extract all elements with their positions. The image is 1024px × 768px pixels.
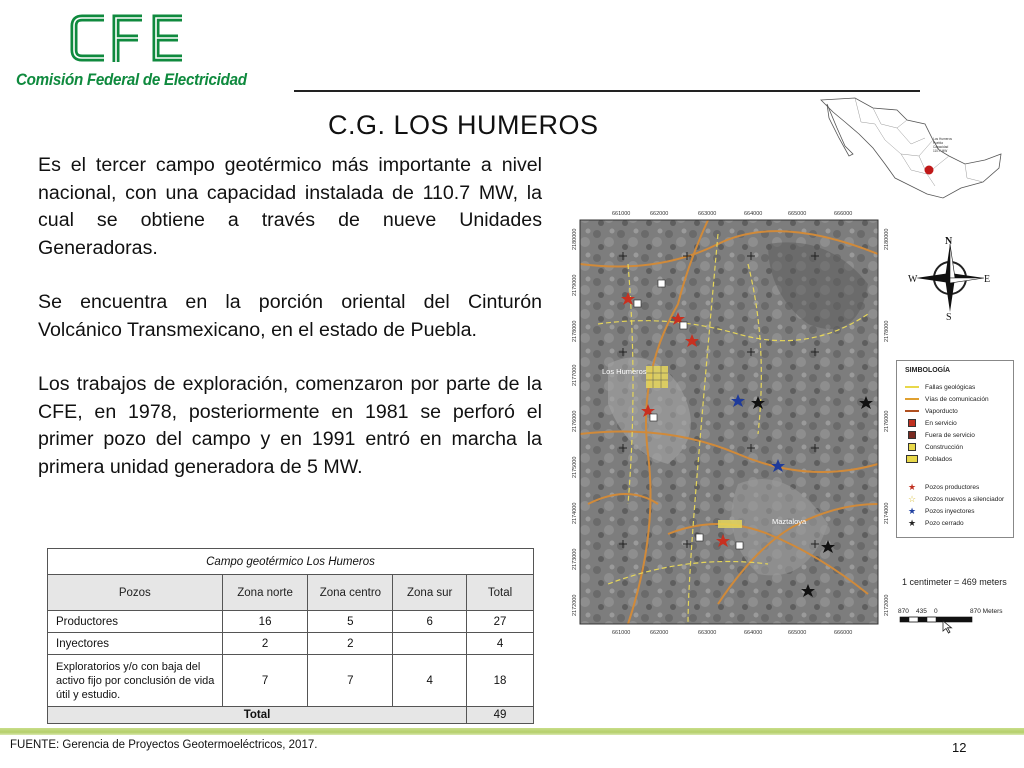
map-label-los-humeros: Los Humeros [602, 367, 647, 376]
map-y-tick: 2174000 [572, 502, 578, 524]
paragraph-capacity: Es el tercer campo geotérmico más importante a nivel nacional, con una capacidad instalada de 110.7 MW, la cual se obtiene a través de nueve Unidades Generadoras. [38, 154, 542, 259]
cell-value: 4 [467, 633, 534, 655]
map-x-tick: 665000 [788, 630, 807, 636]
scale-label: 435 [916, 608, 927, 615]
cell-value: 27 [467, 611, 534, 633]
closed-well-star-icon: ★ [907, 518, 917, 528]
map-x-tick: 664000 [744, 630, 763, 636]
legend-item: Construcción [905, 443, 963, 451]
cell-value: 4 [393, 655, 467, 707]
map-y-tick: 2178000 [572, 320, 578, 342]
cfe-logo-name: Comisión Federal de Electricidad [16, 71, 247, 89]
row-label: Inyectores [48, 633, 223, 655]
map-y-tick: 2180000 [884, 228, 890, 250]
title-rule [294, 90, 920, 92]
compass-north: N [945, 236, 953, 247]
map-y-tick: 2173000 [572, 548, 578, 570]
injector-well-star-icon: ★ [907, 506, 917, 516]
town-icon [906, 455, 918, 463]
legend-item: ☆ Pozos nuevos a silenciador [905, 495, 1004, 503]
compass-south: S [946, 312, 952, 320]
unit-construction-icon [908, 443, 916, 451]
svg-text:110.7 MW: 110.7 MW [933, 149, 948, 153]
cell-value: 16 [222, 611, 308, 633]
map-x-tick: 664000 [744, 211, 763, 217]
map-y-tick: 2174000 [884, 502, 890, 524]
map-legend [896, 360, 1014, 538]
map-x-tick: 666000 [834, 630, 853, 636]
unit-out-of-service-icon [908, 431, 916, 439]
legend-item: En servicio [905, 419, 957, 427]
cfe-logo-mark-icon [68, 6, 190, 70]
paragraph-history: Los trabajos de exploración, comenzaron por parte de la CFE, en 1978, posteriormente en 1981 se perforó el primer pozo del campo y en 1991 entró en marcha la primera unidad generadora de 5 MW. [38, 373, 542, 478]
legend-item: Fuera de servicio [905, 431, 975, 439]
header-pozos: Pozos [48, 575, 223, 611]
page-title: C.G. LOS HUMEROS [328, 110, 599, 140]
header-zona-norte: Zona norte [222, 575, 308, 611]
svg-text:Capacidad: Capacidad [933, 145, 949, 149]
cell-value: 7 [222, 655, 308, 707]
legend-item: ★ Pozo cerrado [905, 519, 964, 527]
map-y-tick: 2176000 [884, 410, 890, 432]
map-x-tick: 663000 [698, 630, 717, 636]
map-y-tick: 2172000 [884, 594, 890, 616]
table-row [48, 633, 534, 655]
total-value: 49 [467, 707, 534, 724]
legend-item: ★ Pozos inyectores [905, 507, 975, 515]
table-header-row [48, 575, 534, 611]
wells-table [47, 548, 534, 724]
map-x-tick: 661000 [612, 211, 631, 217]
compass-east: E [984, 274, 991, 285]
steam-pipe-line-icon [905, 410, 919, 412]
header-total: Total [467, 575, 534, 611]
legend-item: Fallas geológicas [905, 383, 975, 391]
map-y-tick: 2176000 [572, 410, 578, 432]
row-label: Productores [48, 611, 223, 633]
cfe-logo [0, 0, 255, 98]
footer-source: FUENTE: Gerencia de Proyectos Geotermoeléctricos, 2017. [10, 739, 318, 751]
mexico-location-map-icon [815, 94, 1007, 204]
cell-value: 2 [222, 633, 308, 655]
compass-rose-icon [908, 236, 992, 320]
cell-value [393, 633, 467, 655]
legend-item: ★ Pozos productores [905, 483, 979, 491]
scale-label: 870 Meters [970, 608, 1003, 615]
producer-well-star-icon: ★ [907, 482, 917, 492]
legend-item: Vaporducto [905, 407, 958, 415]
paragraph-location: Se encuentra en la porción oriental del Cinturón Volcánico Transmexicano, en el estado de Puebla. [38, 291, 542, 341]
cell-value: 2 [308, 633, 393, 655]
total-label: Total [48, 707, 467, 724]
table-row [48, 655, 534, 707]
table-row [48, 611, 534, 633]
map-y-tick: 2177000 [572, 364, 578, 386]
map-x-tick: 662000 [650, 211, 669, 217]
scale-label: 0 [934, 608, 938, 615]
scale-label: 870 [898, 608, 909, 615]
fault-line-icon [905, 386, 919, 388]
cell-value: 18 [467, 655, 534, 707]
map-x-tick: 661000 [612, 630, 631, 636]
compass-west: W [908, 274, 918, 285]
svg-text:Los Humeros: Los Humeros [933, 137, 952, 141]
row-label: Exploratorios y/o con baja del activo fijo por conclusión de vida útil y estudio. [48, 655, 223, 707]
table-total-row [48, 707, 534, 724]
cell-value: 5 [308, 611, 393, 633]
legend-item: Vías de comunicación [905, 395, 989, 403]
header-zona-centro: Zona centro [308, 575, 393, 611]
description-text [38, 152, 542, 481]
new-well-star-icon: ☆ [907, 494, 917, 504]
legend-title: SIMBOLOGÍA [905, 367, 951, 374]
cell-value: 7 [308, 655, 393, 707]
map-x-tick: 665000 [788, 211, 807, 217]
map-x-tick: 663000 [698, 211, 717, 217]
unit-in-service-icon [908, 419, 916, 427]
map-image [568, 204, 894, 640]
map-x-tick: 662000 [650, 630, 669, 636]
map-y-tick: 2175000 [572, 456, 578, 478]
header-zona-sur: Zona sur [393, 575, 467, 611]
map-label-maztaloya: Maztaloya [772, 517, 807, 526]
mouse-cursor-icon [942, 620, 954, 634]
map-x-tick: 666000 [834, 211, 853, 217]
map-y-tick: 2180000 [572, 228, 578, 250]
map-y-tick: 2172000 [572, 594, 578, 616]
legend-item: Poblados [905, 455, 952, 463]
road-line-icon [905, 398, 919, 400]
svg-text:Puebla: Puebla [933, 141, 943, 145]
map-y-tick: 2178000 [884, 320, 890, 342]
page-number: 12 [952, 740, 967, 755]
geothermal-field-map [568, 204, 894, 640]
scale-text: 1 centimeter = 469 meters [902, 577, 1007, 587]
table-caption: Campo geotérmico Los Humeros [48, 549, 534, 575]
map-y-tick: 2179000 [572, 274, 578, 296]
cell-value: 6 [393, 611, 467, 633]
footer-bar [0, 728, 1024, 735]
